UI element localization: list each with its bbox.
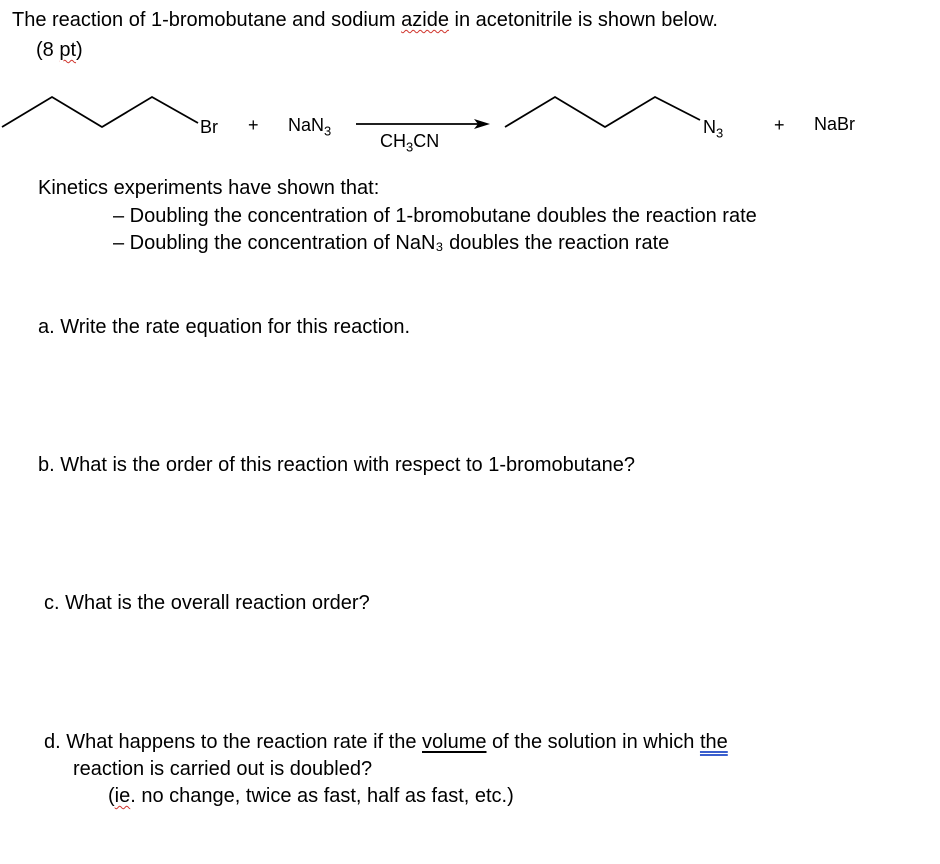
solvent-label <box>380 130 440 155</box>
kinetics-bullet-2: – Doubling the concentration of NaN₃ doubles the reaction rate <box>113 232 670 254</box>
question-d-line2: reaction is carried out is doubled? <box>73 758 373 780</box>
intro-azide-word: azide <box>401 9 449 31</box>
byproduct-sodium-bromide: NaBr <box>814 114 856 134</box>
points-close: ) <box>76 39 83 61</box>
product-atom-sub: 3 <box>716 125 724 141</box>
points-open: (8 <box>36 39 60 61</box>
question-c: c. What is the overall reaction order? <box>44 592 370 614</box>
product-azide-group <box>703 116 724 141</box>
intro-text-start: The reaction of 1-bromobutane and sodium <box>12 9 402 31</box>
reactant-bromine: Br <box>200 117 218 137</box>
reagent-sub: 3 <box>324 123 332 139</box>
kinetics-heading: Kinetics experiments have shown that: <box>38 177 380 199</box>
question-b: b. What is the order of this reaction with respect to 1-bromobutane? <box>38 454 635 476</box>
question-a: a. Write the rate equation for this reaction. <box>38 316 411 338</box>
butyl-azide-skeleton <box>505 97 700 127</box>
plus-sign-2: + <box>774 115 785 135</box>
question-d-prefix: d. What happens to the reaction rate if the <box>44 731 423 753</box>
solvent-part-b: CN <box>413 131 440 151</box>
question-d-the-word: the <box>699 731 728 753</box>
bromobutane-skeleton <box>2 97 198 127</box>
reagent-main: NaN <box>288 115 325 135</box>
hint-open: ( <box>108 785 115 807</box>
question-d-line1 <box>44 730 728 754</box>
intro-text-end: in acetonitrile is shown below. <box>448 9 718 31</box>
solvent-sub: 3 <box>406 139 414 155</box>
plus-sign-1: + <box>248 115 259 135</box>
question-d-mid: of the solution in which <box>486 731 700 753</box>
question-d-volume-word: volume <box>422 731 487 753</box>
kinetics-bullet-1: – Doubling the concentration of 1-bromobutane doubles the reaction rate <box>113 205 757 227</box>
solvent-part-a: CH <box>380 131 406 151</box>
product-atom: N <box>703 117 716 137</box>
hint-ie: ie <box>114 785 131 807</box>
points-unit: pt <box>59 39 77 61</box>
reagent-sodium-azide <box>288 114 332 139</box>
question-d-hint <box>108 784 514 808</box>
hint-rest: . no change, twice as fast, half as fast, etc.) <box>130 785 514 807</box>
